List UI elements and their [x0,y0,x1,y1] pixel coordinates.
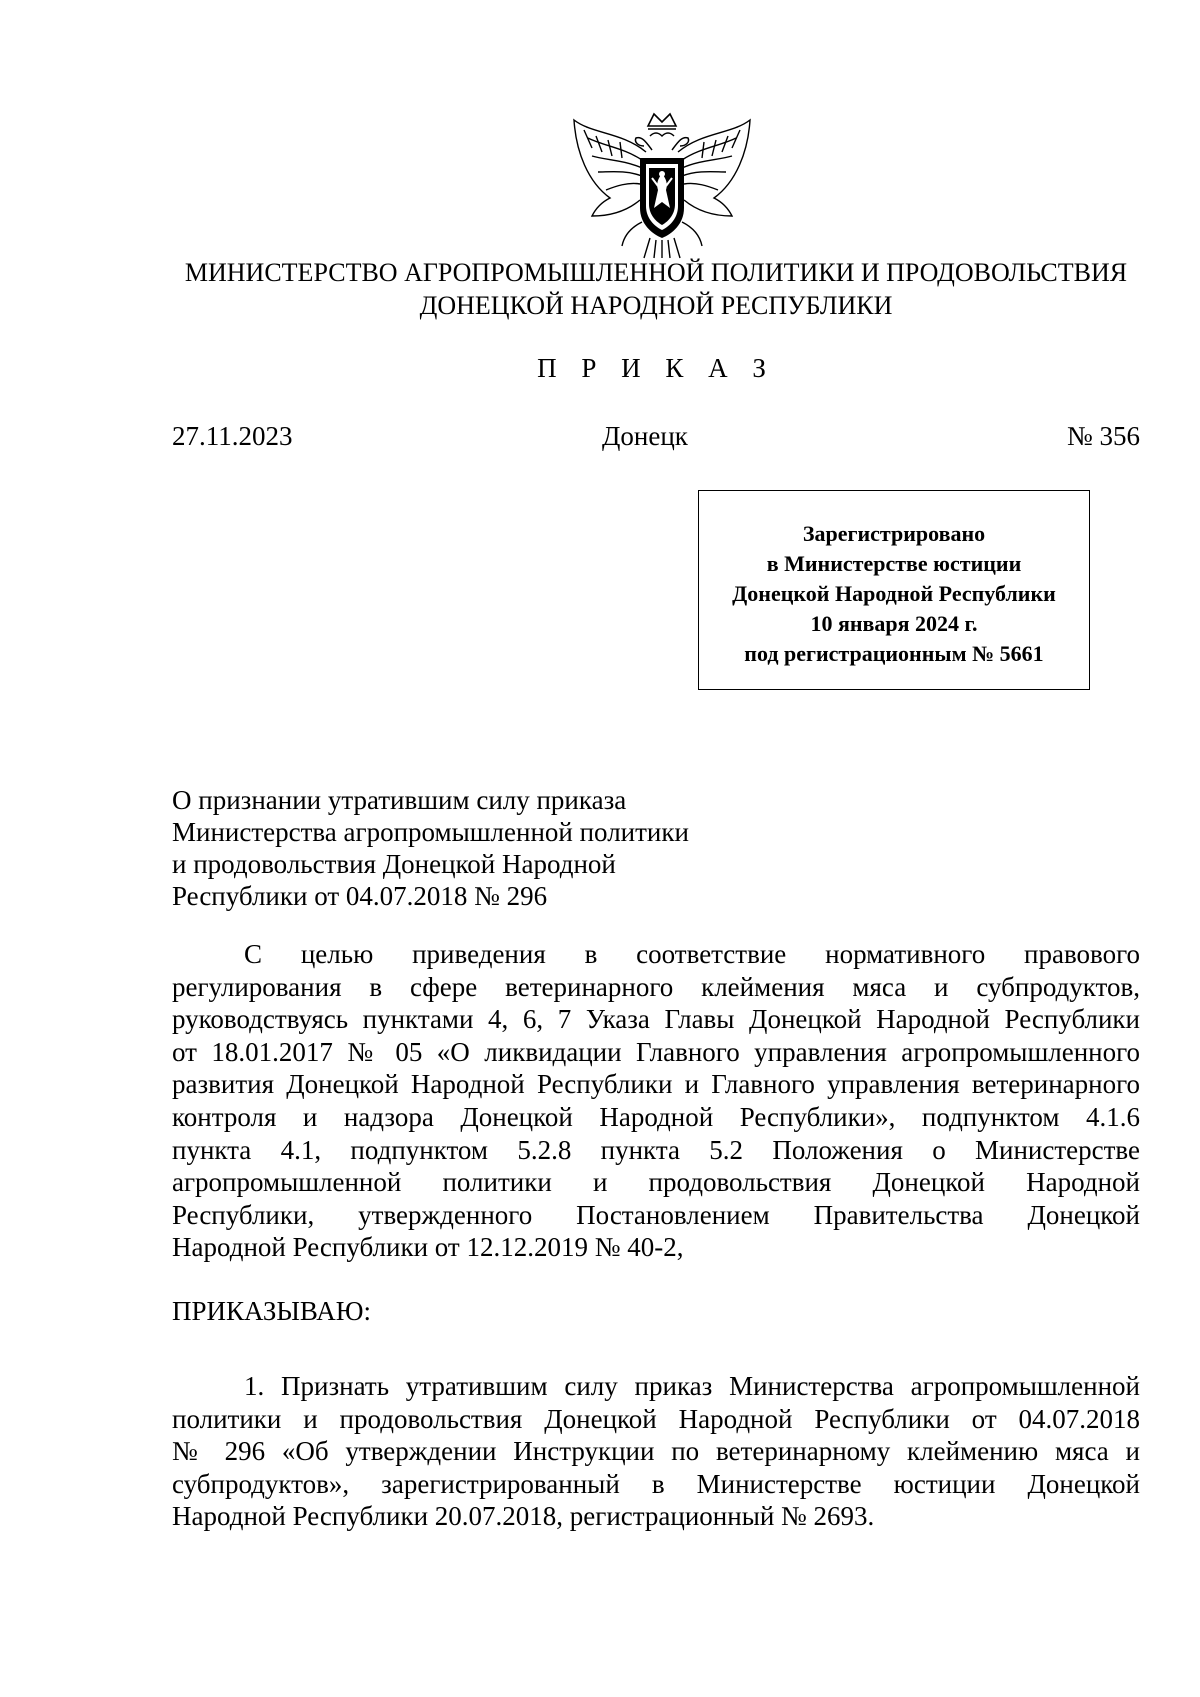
registration-line: 10 января 2024 г. [810,611,978,636]
document-type-title: П Р И К А З [537,353,775,383]
subject-line: О признании утратившим силу приказа [172,785,627,815]
order-item-line: 1. Признать утратившим силу приказ Министерства агропромышленной [244,1371,1140,1401]
preamble-line: от 18.01.2017 № 05 «О ликвидации Главного управления агропромышленного [172,1036,1140,1067]
preamble-line: агропромышленной политики и продовольствия Донецкой Народной [172,1167,1140,1198]
order-item-1 [172,1370,1140,1533]
order-item-line: № 296 «Об утверждении Инструкции по ветеринарному клеймению мяса и [172,1436,1140,1467]
subject-line: Министерства агропромышленной политики [172,817,689,847]
preamble-line: руководствуясь пунктами 4, 6, 7 Указа Главы Донецкой Народной Республики [172,1004,1140,1035]
document-date: 27.11.2023 [172,421,293,451]
left-wing-icon [574,120,646,216]
preamble-line: Народной Республики от 12.12.2019 № 40-2, [172,1232,684,1263]
registration-line: под регистрационным № 5661 [744,641,1044,666]
ministry-name [0,256,1200,322]
document-subject [172,784,689,912]
preamble-line: Республики, утвержденного Постановлением Правительства Донецкой [172,1199,1140,1230]
preamble-paragraph [172,938,1140,1264]
orders-heading: ПРИКАЗЫВАЮ: [172,1296,371,1326]
document-number: № 356 [1066,421,1140,451]
subject-line: Республики от 04.07.2018 № 296 [172,881,548,911]
registration-line: Зарегистрировано [802,521,986,546]
ministry-name-line-2: ДОНЕЦКОЙ НАРОДНОЙ РЕСПУБЛИКИ [419,291,893,320]
registration-line: в Министерстве юстиции [766,551,1022,576]
order-item-line: Народной Республики 20.07.2018, регистрационный № 2693. [172,1501,875,1532]
subject-line: и продовольствия Донецкой Народной [172,849,616,879]
order-item-line: субпродуктов», зарегистрированный в Министерстве юстиции Донецкой [172,1468,1140,1499]
preamble-line: пункта 4.1, подпунктом 5.2.8 пункта 5.2 Положения о Министерстве [172,1134,1140,1165]
coat-of-arms-emblem [562,112,762,260]
right-wing-icon [678,120,750,216]
crown-icon [648,114,676,129]
ministry-name-line-1: МИНИСТЕРСТВО АГРОПРОМЫШЛЕННОЙ ПОЛИТИКИ И ПРОДОВОЛЬСТВИЯ [184,258,1128,287]
preamble-line: контроля и надзора Донецкой Народной Республики», подпунктом 4.1.6 [172,1101,1140,1132]
preamble-line: регулирования в сфере ветеринарного клеймения мяса и субпродуктов, [172,971,1140,1002]
registration-line: Донецкой Народной Республики [732,581,1056,606]
registration-stamp-box [698,490,1090,690]
shield-icon [640,158,684,238]
order-item-line: политики и продовольствия Донецкой Народной Республики от 04.07.2018 [172,1403,1140,1434]
document-city: Донецк [602,421,688,451]
preamble-line: С целью приведения в соответствие нормативного правового [244,939,1140,969]
preamble-line: развития Донецкой Народной Республики и Главного управления ветеринарного [172,1069,1140,1100]
